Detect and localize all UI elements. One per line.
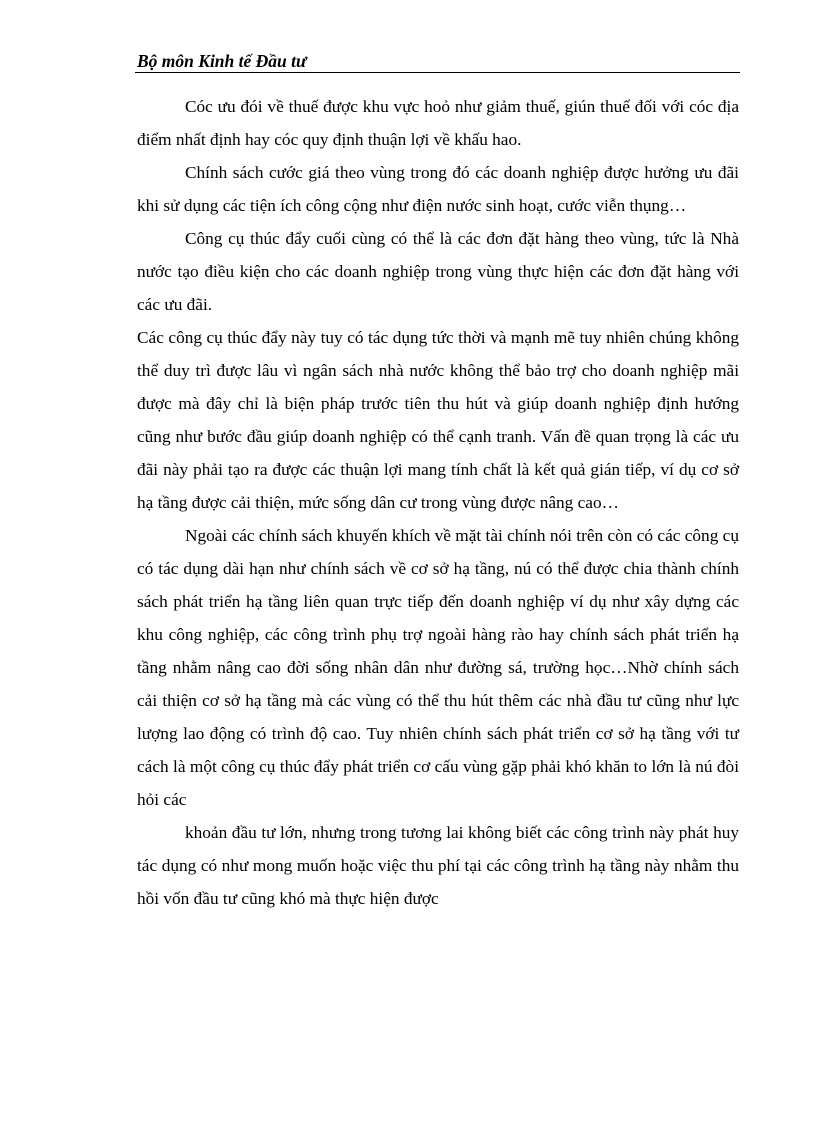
paragraph: Cóc ưu đói về thuế được khu vực hoỏ như giảm thuế, giún thuế đối với cóc địa điểm nhất định hay cóc quy định thuận lợi về khấu hao. (137, 97, 739, 149)
page-header-title: Bộ môn Kinh tế Đầu tư (137, 51, 307, 71)
paragraph: Ngoài các chính sách khuyến khích về mặt tài chính nói trên còn có các công cụ có tác dụng dài hạn như chính sách về cơ sở hạ tầng, nú có thể được chia thành chính sách phát triển hạ tầng liên quan trực tiếp đến doanh nghiệp ví dụ như xây dựng các khu công nghiệp, các công trình phụ trợ ngoài hàng rào hay chính sách phát triển hạ tầng nhằm nâng cao đời sống nhân dân như đường sá, trường học…Nhờ chính sách cải thiện cơ sở hạ tầng mà các vùng có thể thu hút thêm các nhà đầu tư cũng như lực lượng lao động có trình độ cao. Tuy nhiên chính sách phát triển cơ sở hạ tầng với tư cách là một công cụ thúc đẩy phát triển cơ cấu vùng gặp phải khó khăn to lớn là nú đòi hỏi các (137, 526, 739, 809)
paragraph: khoản đầu tư lớn, nhưng trong tương lai không biết các công trình này phát huy tác dụng có như mong muốn hoặc việc thu phí tại các công trình hạ tầng này nhằm thu hồi vốn đầu tư cũng khó mà thực hiện được (137, 823, 739, 908)
paragraph: Chính sách cước giá theo vùng trong đó các doanh nghiệp được hưởng ưu đãi khi sử dụng các tiện ích công cộng như điện nước sinh hoạt, cước viễn thụng… (137, 163, 739, 215)
page-header (135, 50, 740, 73)
document-body (137, 90, 739, 915)
paragraph: Các công cụ thúc đẩy này tuy có tác dụng tức thời và mạnh mẽ tuy nhiên chúng không thể duy trì được lâu vì ngân sách nhà nước không thể bảo trợ cho doanh nghiệp mãi được mà đây chỉ là biện pháp trước tiên thu hút và giúp doanh nghiệp định hướng cũng như bước đầu giúp doanh nghiệp có thể cạnh tranh. Vấn đề quan trọng là các ưu đãi này phải tạo ra được các thuận lợi mang tính chất là kết quả gián tiếp, ví dụ cơ sở hạ tầng được cải thiện, mức sống dân cư trong vùng được nâng cao… (137, 328, 739, 512)
paragraph: Công cụ thúc đẩy cuối cùng có thể là các đơn đặt hàng theo vùng, tức là Nhà nước tạo điều kiện cho các doanh nghiệp trong vùng thực hiện các đơn đặt hàng với các ưu đãi. (137, 229, 739, 314)
